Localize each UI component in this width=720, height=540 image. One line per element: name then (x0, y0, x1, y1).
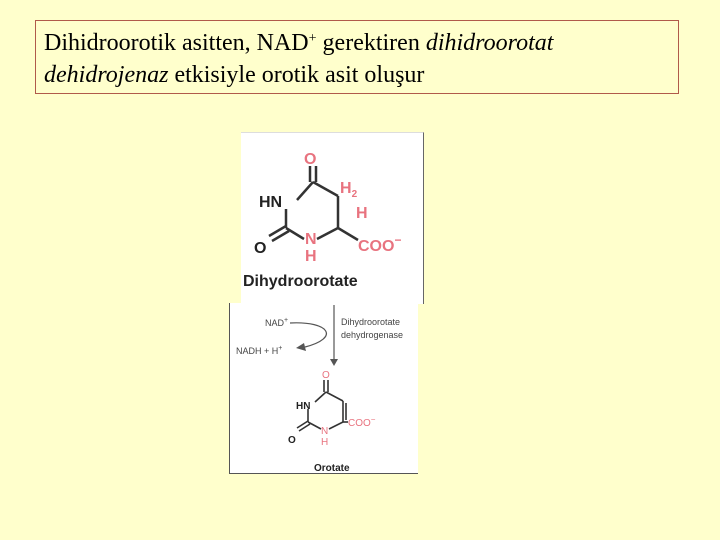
atom-o-left: O (254, 240, 267, 257)
reaction-diagram (230, 303, 418, 473)
atom-o-top: O (304, 151, 317, 168)
dihydroorotate-panel (241, 132, 424, 304)
cofactor-out: NADH + H+ (236, 345, 283, 356)
dihydroorotate-structure (241, 133, 423, 304)
enzyme-name-line1: dihidroorotat (425, 30, 554, 56)
atom-hn: HN (259, 194, 283, 211)
enzyme-label-line2: dehydrogenase (341, 330, 404, 340)
atom-n: N (305, 231, 317, 248)
caption-box (35, 20, 679, 94)
carboxylate-group: COO− (358, 233, 402, 255)
reaction-panel (229, 303, 418, 474)
dihydroorotate-label: Dihydroorotate (243, 273, 358, 290)
orotate-label: Orotate (314, 463, 350, 473)
orotate-atom-o-left: O (288, 435, 296, 446)
caption-text-part2: gerektiren (316, 30, 426, 56)
atom-h2: $H_2$ (340, 180, 358, 200)
caption-text-part3: etkisiyle orotik asit oluşur (168, 62, 425, 88)
orotate-carboxylate: COO− (348, 415, 376, 429)
cofactor-in: NAD+ (265, 317, 289, 328)
atom-h-right: H (356, 205, 368, 222)
orotate-atom-n: N (321, 426, 329, 437)
orotate-atom-h-bottom: H (321, 437, 329, 448)
orotate-atom-hn: HN (296, 401, 311, 412)
nad-plus-superscript: + (308, 31, 317, 46)
orotate-atom-o-top: O (322, 370, 330, 381)
enzyme-name-line2: dehidrojenaz (44, 62, 169, 88)
caption-text-part1: Dihidroorotik asitten, NAD (44, 30, 309, 56)
enzyme-label-line1: Dihydroorotate (341, 317, 401, 327)
atom-h-bottom: H (305, 248, 317, 265)
